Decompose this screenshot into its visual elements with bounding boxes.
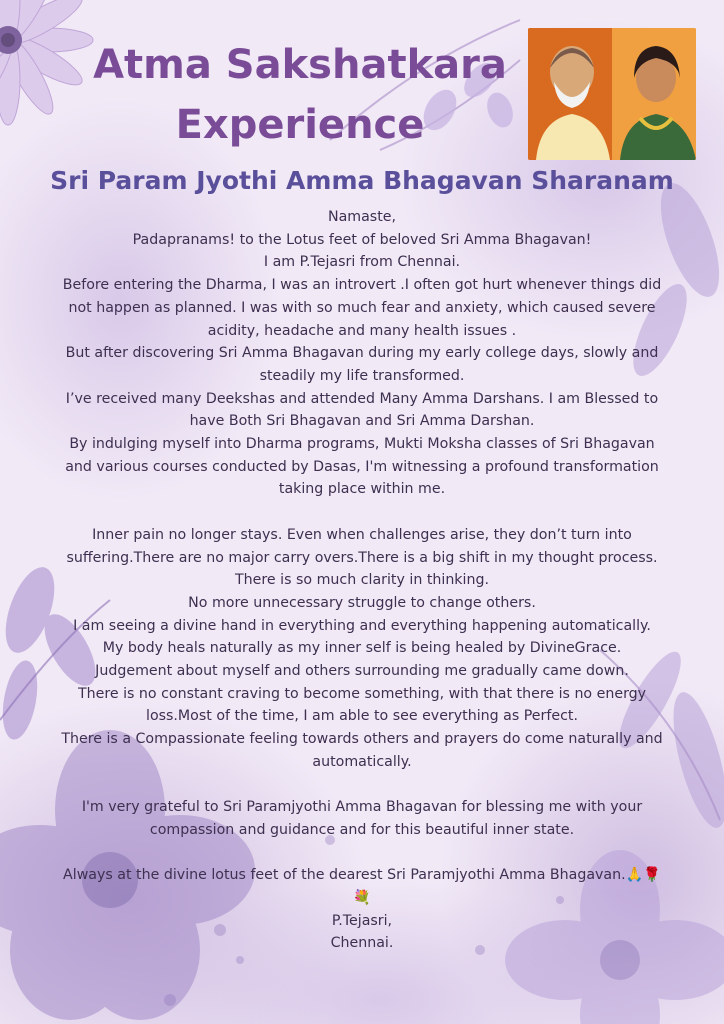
paragraph: I am P.Tejasri from Chennai. [263, 254, 461, 271]
paragraph: I’ve received many Deekshas and attended Many Amma Darshans. I am Blessed to have Both Sri Bhagavan and Sri Amma Darshan. [65, 390, 659, 430]
paragraph: Inner pain no longer stays. Even when challenges arise, they don’t turn into suffering.There are no major carry overs.There is a big shift in my thought process. There is so much clarity in thinking. [66, 526, 658, 589]
portrait-image-icon [528, 28, 696, 160]
signature-city: Chennai. [330, 935, 394, 952]
paragraph: But after discovering Sri Amma Bhagavan during my early college days, slowly and steadily my life transformed. [65, 345, 659, 384]
gratitude-paragraph: I'm very grateful to Sri Paramjyothi Amma Bhagavan for blessing me with your compassion and guidance and for this beautiful inner state. [81, 799, 643, 838]
paragraph: Judgement about myself and others surrounding me gradually came down. [95, 663, 629, 680]
closing-line: Always at the divine lotus feet of the dearest Sri Paramjyothi Amma Bhagavan.🙏🌹💐 [63, 867, 661, 907]
paragraph: I am seeing a divine hand in everything and everything happening automatically. [73, 617, 651, 634]
title-line-2: Experience [175, 102, 425, 148]
paragraph: Before entering the Dharma, I was an introvert .I often got hurt whenever things did not happen as planned. I was with so much fear and anxiety, which caused severe acidity, headache and many health issues . [62, 277, 662, 339]
paragraph: There is a Compassionate feeling towards others and prayers do come naturally and automatically. [61, 731, 663, 770]
greeting: Namaste, [327, 209, 396, 225]
amma-bhagavan-photo [528, 28, 696, 160]
paragraph: No more unnecessary struggle to change others. [188, 594, 536, 611]
title-line-1: Atma Sakshatkara [93, 42, 507, 88]
paragraph: There is no constant craving to become something, with that there is no energy loss.Most of the time, I am able to see everything as Perfect. [77, 685, 647, 725]
testimonial-body [60, 206, 664, 955]
paragraph: My body heals naturally as my inner self is being healed by DivineGrace. [102, 640, 622, 657]
paragraph: By indulging myself into Dharma programs, Mukti Moksha classes of Sri Bhagavan and various courses conducted by Dasas, I'm witnessing a profound transformation taking place within me. [65, 436, 659, 498]
subtitle: Sri Param Jyothi Amma Bhagavan Sharanam [50, 166, 674, 195]
signature-name: P.Tejasri, [331, 912, 393, 929]
paragraph: Padapranams! to the Lotus feet of beloved Sri Amma Bhagavan! [132, 231, 592, 248]
